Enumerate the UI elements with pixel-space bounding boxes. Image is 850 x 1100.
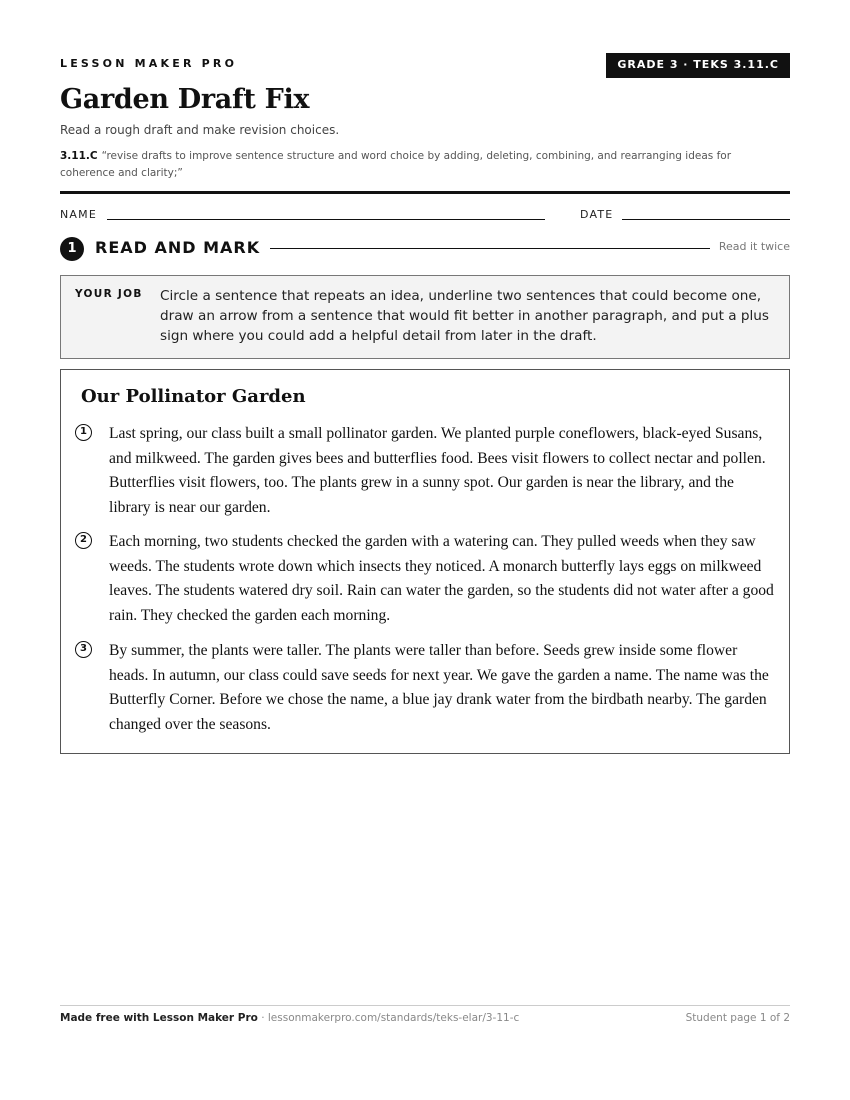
footer-url: · lessonmakerpro.com/standards/teks-elar/3-11-c (257, 1012, 520, 1024)
footer-divider (60, 1005, 790, 1006)
footer-made-with: Made free with Lesson Maker Pro (60, 1012, 258, 1024)
paragraph-number-1: 1 (75, 424, 92, 441)
draft-title: Our Pollinator Garden (81, 386, 306, 407)
section-title: READ AND MARK (95, 238, 261, 257)
job-text: Circle a sentence that repeats an idea, underline two sentences that could become one, draw an arrow from a sentence that would fit better in another paragraph, and put a plus sign where you could add a helpful detail from later in the draft. (160, 288, 770, 344)
paragraph-text-3: By summer, the plants were taller. The plants were taller than before. Seeds grew inside some flower heads. In autumn, our class could save seeds for next year. We gave the garden a name. The name was the Butterfly Corner. Before we chose the name, a blue jay drank water from the birdbath nearby. The garden changed over the seasons. (109, 642, 769, 733)
header-divider (60, 191, 790, 194)
paragraph-number-2: 2 (75, 532, 92, 549)
name-label: NAME (60, 208, 97, 221)
standard-code: 3.11.C (60, 150, 98, 162)
brand-name: LESSON MAKER PRO (60, 57, 238, 70)
section-number-badge: 1 (60, 237, 84, 261)
paragraph-text-1: Last spring, our class built a small pollinator garden. We planted purple coneflowers, black-eyed Susans, and milkweed. The garden gives bees and butterflies food. Bees visit flowers to collect nectar and pollen. Butterflies visit flowers, too. The plants grew in a sunny spot. Our garden is near the library, and the library is near our garden. (109, 425, 766, 516)
job-label: YOUR JOB (75, 288, 143, 300)
paragraph-number-3: 3 (75, 641, 92, 658)
name-line[interactable] (107, 219, 545, 220)
section-note: Read it twice (718, 240, 790, 253)
draft-box (60, 369, 790, 754)
standard-statement (60, 148, 760, 182)
footer-page-number: Student page 1 of 2 (685, 1012, 790, 1024)
grade-badge: GRADE 3 · TEKS 3.11.C (606, 53, 790, 78)
page-subtitle: Read a rough draft and make revision choices. (60, 123, 340, 137)
date-label: DATE (580, 208, 614, 221)
section-rule (270, 248, 710, 249)
standard-text: “revise drafts to improve sentence structure and word choice by adding, deleting, combining, and rearranging ideas for coherence and clarity;” (60, 150, 732, 179)
paragraph-text-2: Each morning, two students checked the garden with a watering can. They pulled weeds when they saw weeds. The students wrote down which insects they noticed. A monarch butterfly lays eggs on milkweed leaves. The students watered dry soil. Rain can water the garden, so the students did not water after a good rain. They checked the garden each morning. (109, 533, 774, 624)
footer-credit (60, 1012, 519, 1024)
date-line[interactable] (622, 219, 790, 220)
job-instructions-box (60, 275, 790, 359)
page-title: Garden Draft Fix (60, 84, 310, 115)
